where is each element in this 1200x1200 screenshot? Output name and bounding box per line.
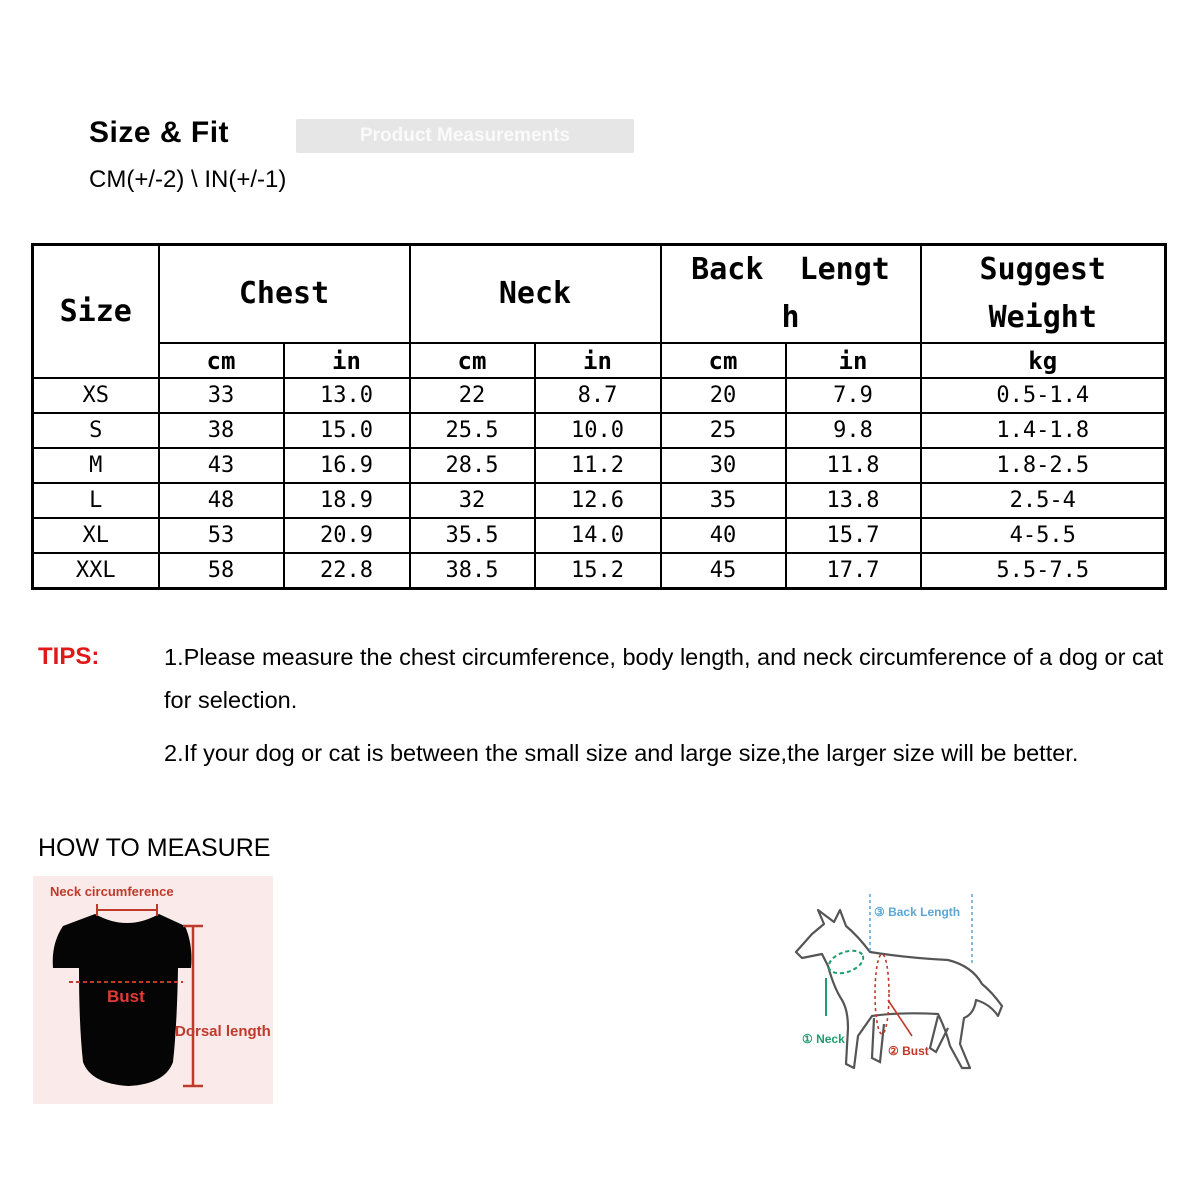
shirt-neck-label: Neck circumference [50,884,174,899]
unit-chest-in: in [284,343,410,378]
cell-neck-in: 8.7 [535,378,661,413]
cell-neck-cm: 35.5 [410,518,535,553]
cell-chest-cm: 58 [159,553,284,589]
neck-measure-ring [826,946,867,977]
unit-back-in: in [786,343,921,378]
dog-neck-label: ① Neck [802,1032,845,1046]
tolerance-note: CM(+/-2) \ IN(+/-1) [89,166,287,193]
tip-1: 1.Please measure the chest circumference, body length, and neck circumference of a dog or cat for selection. [164,644,1164,713]
cell-neck-cm: 28.5 [410,448,535,483]
cell-neck-in: 15.2 [535,553,661,589]
header-weight-line1: Suggest [979,252,1106,287]
cell-back-cm: 20 [661,378,786,413]
cell-back-in: 9.8 [786,413,921,448]
cell-chest-in: 18.9 [284,483,410,518]
cell-back-in: 13.8 [786,483,921,518]
table-body [33,378,1166,589]
tips-label: TIPS: [38,643,100,670]
cell-back-cm: 30 [661,448,786,483]
unit-neck-in: in [535,343,661,378]
cell-chest-cm: 53 [159,518,284,553]
cell-chest-cm: 48 [159,483,284,518]
cell-size: L [33,483,159,518]
cell-neck-in: 10.0 [535,413,661,448]
product-measurements-badge: Product Measurements [296,119,634,153]
dog-hindleg [930,1016,948,1052]
cell-size: XXL [33,553,159,589]
cell-back-in: 7.9 [786,378,921,413]
cell-size: XL [33,518,159,553]
cell-chest-cm: 33 [159,378,284,413]
cell-neck-cm: 38.5 [410,553,535,589]
unit-weight-kg: kg [921,343,1166,378]
cell-chest-in: 22.8 [284,553,410,589]
size-table [31,243,1167,590]
dog-diagram-svg [788,888,1028,1084]
cell-size: XS [33,378,159,413]
dog-back-label: ③ Back Length [874,905,961,919]
header-chest: Chest [159,245,410,344]
cell-back-in: 17.7 [786,553,921,589]
cell-chest-cm: 43 [159,448,284,483]
cell-neck-cm: 25.5 [410,413,535,448]
cell-chest-in: 13.0 [284,378,410,413]
cell-back-cm: 40 [661,518,786,553]
dog-measure-diagram [788,888,1028,1084]
header-weight-line2: Weight [988,300,1097,335]
cell-weight: 1.4-1.8 [921,413,1166,448]
table-unit-row [33,343,1166,378]
cell-back-cm: 35 [661,483,786,518]
table-row [33,448,1166,483]
header-back-length-line2: h [781,300,800,335]
cell-back-in: 15.7 [786,518,921,553]
table-row [33,413,1166,448]
cell-weight: 2.5-4 [921,483,1166,518]
cell-size: S [33,413,159,448]
unit-chest-cm: cm [159,343,284,378]
cell-weight: 1.8-2.5 [921,448,1166,483]
cell-chest-in: 16.9 [284,448,410,483]
cell-neck-in: 12.6 [535,483,661,518]
table-row [33,518,1166,553]
header-back-length-line1: Back Lengt [691,252,890,287]
header-suggest-weight [921,245,1166,344]
shirt-measure-diagram [33,876,273,1104]
dog-foreleg [872,1018,884,1062]
bust-measure-ring [875,954,889,1034]
table-row [33,483,1166,518]
shirt-diagram-svg [33,876,273,1104]
cell-neck-cm: 22 [410,378,535,413]
cell-neck-in: 11.2 [535,448,661,483]
cell-weight: 4-5.5 [921,518,1166,553]
table-row [33,378,1166,413]
table-row [33,553,1166,589]
cell-back-in: 11.8 [786,448,921,483]
cell-chest-cm: 38 [159,413,284,448]
table-header-row [33,245,1166,344]
bust-pointer-line [888,1000,912,1036]
cell-back-cm: 45 [661,553,786,589]
header-neck: Neck [410,245,661,344]
unit-back-cm: cm [661,343,786,378]
cell-size: M [33,448,159,483]
shirt-dorsal-label: Dorsal length [175,1023,271,1040]
how-to-measure-title: HOW TO MEASURE [38,834,271,862]
cell-neck-in: 14.0 [535,518,661,553]
cell-back-cm: 25 [661,413,786,448]
dog-bust-label: ② Bust [888,1044,929,1058]
header-back-length [661,245,921,344]
shirt-bust-label: Bust [107,987,145,1006]
cell-chest-in: 20.9 [284,518,410,553]
unit-neck-cm: cm [410,343,535,378]
tip-2: 2.If your dog or cat is between the small size and large size,the larger size will be better. [164,740,1079,766]
cell-chest-in: 15.0 [284,413,410,448]
header-size: Size [33,245,159,379]
cell-weight: 5.5-7.5 [921,553,1166,589]
cell-neck-cm: 32 [410,483,535,518]
cell-weight: 0.5-1.4 [921,378,1166,413]
page-title: Size & Fit [89,116,230,149]
